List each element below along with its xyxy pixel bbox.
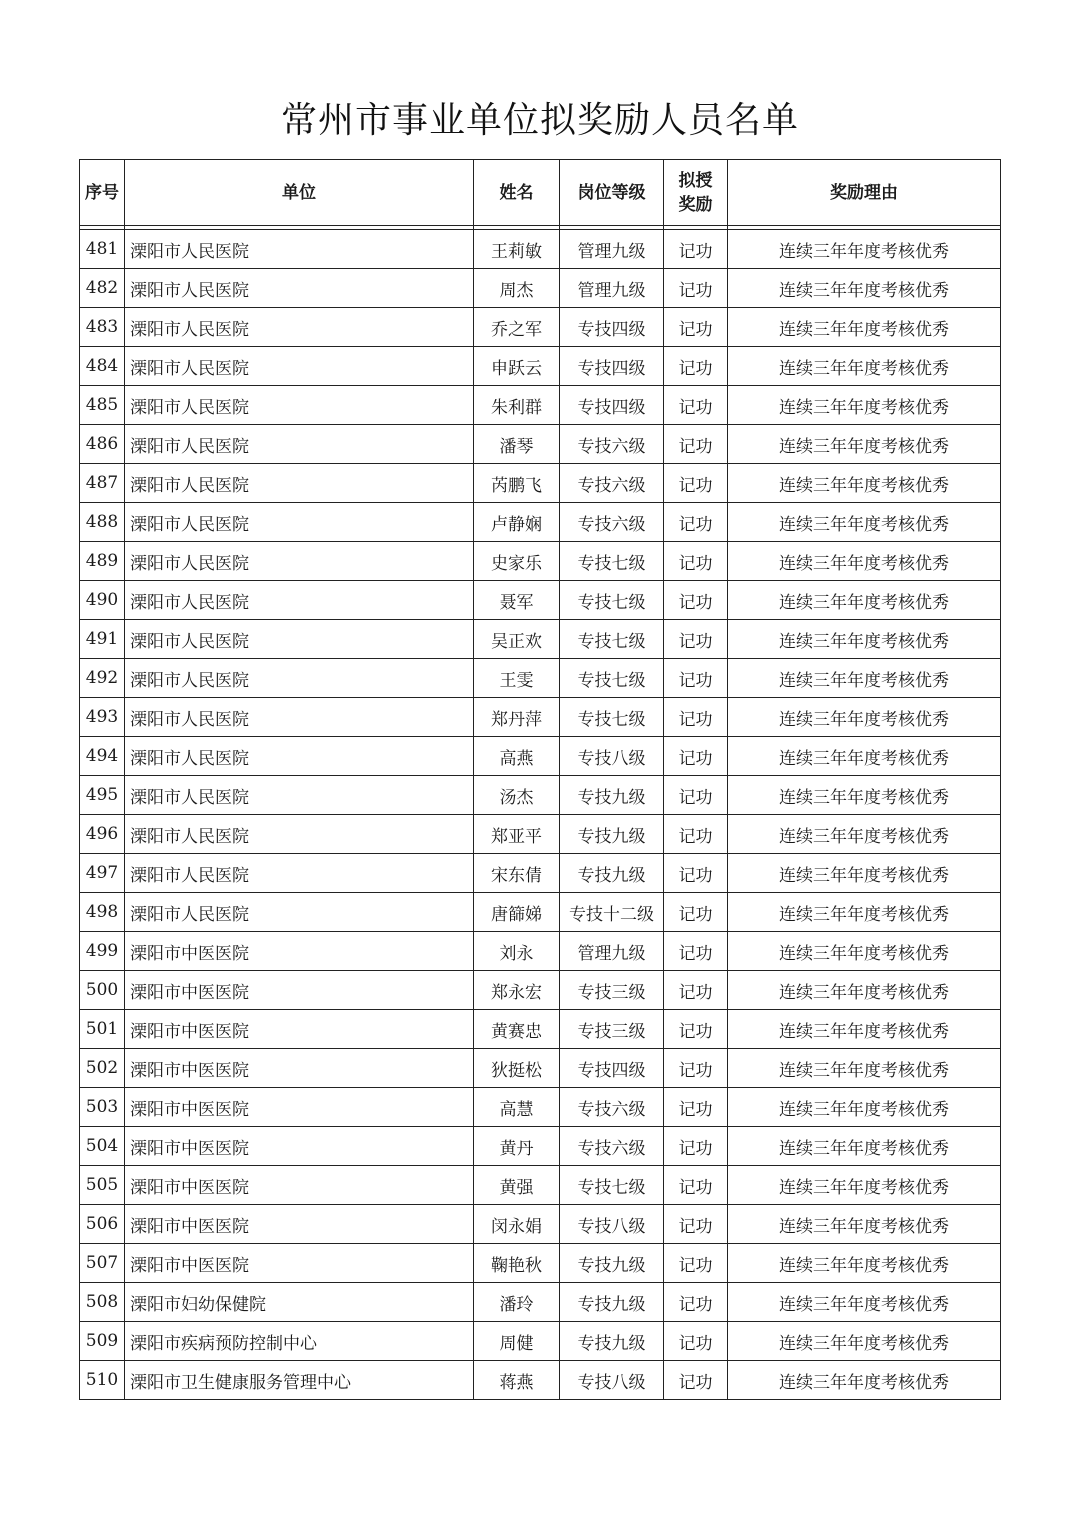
cell-grade: 专技七级 — [560, 698, 664, 737]
table-row — [80, 1283, 1001, 1322]
table-row — [80, 1205, 1001, 1244]
cell-unit: 溧阳市中医医院 — [125, 1127, 474, 1166]
cell-award: 记功 — [664, 386, 728, 425]
table-row — [80, 1166, 1001, 1205]
cell-award: 记功 — [664, 464, 728, 503]
cell-award: 记功 — [664, 737, 728, 776]
cell-grade: 专技六级 — [560, 1088, 664, 1127]
cell-unit: 溧阳市中医医院 — [125, 1049, 474, 1088]
cell-grade: 专技九级 — [560, 854, 664, 893]
cell-unit: 溧阳市人民医院 — [125, 308, 474, 347]
cell-reason: 连续三年年度考核优秀 — [728, 1010, 1001, 1049]
cell-name: 刘永 — [474, 932, 560, 971]
cell-seq: 507 — [80, 1244, 125, 1283]
cell-unit: 溧阳市中医医院 — [125, 1088, 474, 1127]
cell-award: 记功 — [664, 659, 728, 698]
cell-name: 潘玲 — [474, 1283, 560, 1322]
cell-unit: 溧阳市卫生健康服务管理中心 — [125, 1361, 474, 1400]
cell-name: 申跃云 — [474, 347, 560, 386]
cell-reason: 连续三年年度考核优秀 — [728, 1283, 1001, 1322]
cell-seq: 491 — [80, 620, 125, 659]
cell-grade: 专技三级 — [560, 971, 664, 1010]
cell-reason: 连续三年年度考核优秀 — [728, 464, 1001, 503]
cell-grade: 专技三级 — [560, 1010, 664, 1049]
cell-reason: 连续三年年度考核优秀 — [728, 1127, 1001, 1166]
cell-unit: 溧阳市人民医院 — [125, 776, 474, 815]
cell-grade: 专技九级 — [560, 1322, 664, 1361]
cell-seq: 490 — [80, 581, 125, 620]
header-seq: 序号 — [80, 160, 125, 226]
cell-reason: 连续三年年度考核优秀 — [728, 425, 1001, 464]
cell-unit: 溧阳市人民医院 — [125, 269, 474, 308]
cell-grade: 专技九级 — [560, 1283, 664, 1322]
cell-seq: 486 — [80, 425, 125, 464]
cell-seq: 492 — [80, 659, 125, 698]
table-row — [80, 230, 1001, 269]
cell-seq: 500 — [80, 971, 125, 1010]
cell-reason: 连续三年年度考核优秀 — [728, 1088, 1001, 1127]
cell-award: 记功 — [664, 893, 728, 932]
cell-name: 郑永宏 — [474, 971, 560, 1010]
cell-unit: 溧阳市人民医院 — [125, 893, 474, 932]
cell-award: 记功 — [664, 1088, 728, 1127]
cell-name: 芮鹏飞 — [474, 464, 560, 503]
cell-award: 记功 — [664, 1166, 728, 1205]
cell-name: 郑亚平 — [474, 815, 560, 854]
cell-reason: 连续三年年度考核优秀 — [728, 1049, 1001, 1088]
cell-award: 记功 — [664, 269, 728, 308]
cell-seq: 485 — [80, 386, 125, 425]
table-row — [80, 1361, 1001, 1400]
cell-name: 鞠艳秋 — [474, 1244, 560, 1283]
cell-seq: 508 — [80, 1283, 125, 1322]
table-row — [80, 425, 1001, 464]
cell-award: 记功 — [664, 1322, 728, 1361]
table-row — [80, 1010, 1001, 1049]
cell-award: 记功 — [664, 1283, 728, 1322]
cell-name: 宋东倩 — [474, 854, 560, 893]
cell-grade: 专技六级 — [560, 503, 664, 542]
cell-reason: 连续三年年度考核优秀 — [728, 659, 1001, 698]
cell-reason: 连续三年年度考核优秀 — [728, 347, 1001, 386]
cell-name: 黄强 — [474, 1166, 560, 1205]
cell-seq: 484 — [80, 347, 125, 386]
cell-name: 朱利群 — [474, 386, 560, 425]
cell-grade: 专技四级 — [560, 1049, 664, 1088]
cell-reason: 连续三年年度考核优秀 — [728, 308, 1001, 347]
header-unit: 单位 — [125, 160, 474, 226]
cell-award: 记功 — [664, 971, 728, 1010]
cell-reason: 连续三年年度考核优秀 — [728, 1322, 1001, 1361]
cell-award: 记功 — [664, 308, 728, 347]
table-row — [80, 347, 1001, 386]
cell-grade: 专技四级 — [560, 347, 664, 386]
table-row — [80, 1244, 1001, 1283]
cell-seq: 493 — [80, 698, 125, 737]
cell-unit: 溧阳市人民医院 — [125, 542, 474, 581]
cell-reason: 连续三年年度考核优秀 — [728, 581, 1001, 620]
table-row — [80, 659, 1001, 698]
cell-seq: 481 — [80, 230, 125, 269]
cell-seq: 506 — [80, 1205, 125, 1244]
cell-reason: 连续三年年度考核优秀 — [728, 230, 1001, 269]
table-row — [80, 581, 1001, 620]
cell-seq: 497 — [80, 854, 125, 893]
cell-name: 狄挺松 — [474, 1049, 560, 1088]
cell-seq: 487 — [80, 464, 125, 503]
cell-reason: 连续三年年度考核优秀 — [728, 1361, 1001, 1400]
header-award — [664, 160, 728, 226]
cell-reason: 连续三年年度考核优秀 — [728, 1205, 1001, 1244]
cell-reason: 连续三年年度考核优秀 — [728, 815, 1001, 854]
cell-award: 记功 — [664, 542, 728, 581]
cell-award: 记功 — [664, 1127, 728, 1166]
cell-grade: 管理九级 — [560, 269, 664, 308]
cell-seq: 488 — [80, 503, 125, 542]
cell-award: 记功 — [664, 815, 728, 854]
cell-grade: 专技七级 — [560, 581, 664, 620]
table-body — [80, 226, 1001, 1400]
cell-seq: 505 — [80, 1166, 125, 1205]
table-row — [80, 1088, 1001, 1127]
cell-award: 记功 — [664, 425, 728, 464]
table-row — [80, 1322, 1001, 1361]
award-roster-table — [79, 159, 1001, 1400]
table-row — [80, 698, 1001, 737]
cell-seq: 498 — [80, 893, 125, 932]
cell-name: 王莉敏 — [474, 230, 560, 269]
cell-reason: 连续三年年度考核优秀 — [728, 386, 1001, 425]
header-name: 姓名 — [474, 160, 560, 226]
cell-seq: 504 — [80, 1127, 125, 1166]
table-row — [80, 1127, 1001, 1166]
cell-award: 记功 — [664, 581, 728, 620]
table-header-row — [80, 160, 1001, 226]
header-reason: 奖励理由 — [728, 160, 1001, 226]
cell-grade: 专技四级 — [560, 308, 664, 347]
cell-grade: 专技十二级 — [560, 893, 664, 932]
cell-seq: 503 — [80, 1088, 125, 1127]
table-row — [80, 269, 1001, 308]
table-row — [80, 893, 1001, 932]
table-row — [80, 542, 1001, 581]
page-title: 常州市事业单位拟奖励人员名单 — [280, 100, 799, 141]
cell-name: 黄赛忠 — [474, 1010, 560, 1049]
cell-award: 记功 — [664, 230, 728, 269]
cell-name: 蒋燕 — [474, 1361, 560, 1400]
cell-reason: 连续三年年度考核优秀 — [728, 932, 1001, 971]
cell-seq: 510 — [80, 1361, 125, 1400]
cell-reason: 连续三年年度考核优秀 — [728, 776, 1001, 815]
cell-name: 黄丹 — [474, 1127, 560, 1166]
cell-unit: 溧阳市人民医院 — [125, 581, 474, 620]
cell-name: 郑丹萍 — [474, 698, 560, 737]
table-row — [80, 932, 1001, 971]
table-row — [80, 1049, 1001, 1088]
cell-seq: 483 — [80, 308, 125, 347]
cell-name: 汤杰 — [474, 776, 560, 815]
cell-award: 记功 — [664, 854, 728, 893]
cell-seq: 496 — [80, 815, 125, 854]
table-row — [80, 620, 1001, 659]
cell-grade: 专技六级 — [560, 425, 664, 464]
cell-reason: 连续三年年度考核优秀 — [728, 1166, 1001, 1205]
cell-grade: 专技七级 — [560, 542, 664, 581]
cell-unit: 溧阳市人民医院 — [125, 464, 474, 503]
cell-award: 记功 — [664, 776, 728, 815]
table-row — [80, 386, 1001, 425]
header-grade: 岗位等级 — [560, 160, 664, 226]
cell-unit: 溧阳市妇幼保健院 — [125, 1283, 474, 1322]
table-row — [80, 464, 1001, 503]
cell-grade: 专技九级 — [560, 815, 664, 854]
cell-reason: 连续三年年度考核优秀 — [728, 737, 1001, 776]
cell-seq: 482 — [80, 269, 125, 308]
cell-award: 记功 — [664, 1205, 728, 1244]
cell-unit: 溧阳市人民医院 — [125, 620, 474, 659]
cell-seq: 489 — [80, 542, 125, 581]
cell-unit: 溧阳市中医医院 — [125, 1166, 474, 1205]
cell-unit: 溧阳市中医医院 — [125, 1010, 474, 1049]
cell-seq: 509 — [80, 1322, 125, 1361]
cell-unit: 溧阳市人民医院 — [125, 230, 474, 269]
cell-unit: 溧阳市人民医院 — [125, 815, 474, 854]
cell-unit: 溧阳市中医医院 — [125, 932, 474, 971]
cell-name: 高慧 — [474, 1088, 560, 1127]
table-row — [80, 503, 1001, 542]
cell-reason: 连续三年年度考核优秀 — [728, 971, 1001, 1010]
cell-seq: 494 — [80, 737, 125, 776]
cell-reason: 连续三年年度考核优秀 — [728, 503, 1001, 542]
cell-name: 高燕 — [474, 737, 560, 776]
cell-reason: 连续三年年度考核优秀 — [728, 269, 1001, 308]
cell-reason: 连续三年年度考核优秀 — [728, 1244, 1001, 1283]
table-row — [80, 815, 1001, 854]
cell-grade: 专技八级 — [560, 737, 664, 776]
cell-seq: 499 — [80, 932, 125, 971]
cell-reason: 连续三年年度考核优秀 — [728, 620, 1001, 659]
cell-award: 记功 — [664, 1244, 728, 1283]
cell-award: 记功 — [664, 620, 728, 659]
cell-grade: 专技四级 — [560, 386, 664, 425]
table-row — [80, 854, 1001, 893]
cell-unit: 溧阳市人民医院 — [125, 386, 474, 425]
cell-award: 记功 — [664, 1361, 728, 1400]
cell-name: 闵永娟 — [474, 1205, 560, 1244]
cell-name: 王雯 — [474, 659, 560, 698]
cell-unit: 溧阳市疾病预防控制中心 — [125, 1322, 474, 1361]
cell-grade: 专技六级 — [560, 464, 664, 503]
cell-unit: 溧阳市人民医院 — [125, 737, 474, 776]
cell-grade: 专技九级 — [560, 1244, 664, 1283]
cell-name: 周杰 — [474, 269, 560, 308]
cell-name: 唐篩娣 — [474, 893, 560, 932]
cell-name: 卢静娴 — [474, 503, 560, 542]
table-row — [80, 308, 1001, 347]
cell-award: 记功 — [664, 932, 728, 971]
cell-grade: 专技七级 — [560, 620, 664, 659]
cell-award: 记功 — [664, 1049, 728, 1088]
cell-unit: 溧阳市人民医院 — [125, 854, 474, 893]
cell-unit: 溧阳市人民医院 — [125, 503, 474, 542]
cell-reason: 连续三年年度考核优秀 — [728, 698, 1001, 737]
cell-award: 记功 — [664, 698, 728, 737]
cell-grade: 专技七级 — [560, 659, 664, 698]
cell-grade: 专技六级 — [560, 1127, 664, 1166]
cell-unit: 溧阳市中医医院 — [125, 1244, 474, 1283]
table-row — [80, 737, 1001, 776]
cell-grade: 专技八级 — [560, 1361, 664, 1400]
cell-seq: 495 — [80, 776, 125, 815]
cell-unit: 溧阳市人民医院 — [125, 347, 474, 386]
cell-reason: 连续三年年度考核优秀 — [728, 893, 1001, 932]
cell-grade: 专技八级 — [560, 1205, 664, 1244]
cell-name: 周健 — [474, 1322, 560, 1361]
cell-name: 乔之军 — [474, 308, 560, 347]
cell-unit: 溧阳市中医医院 — [125, 971, 474, 1010]
cell-grade: 管理九级 — [560, 932, 664, 971]
cell-seq: 502 — [80, 1049, 125, 1088]
cell-award: 记功 — [664, 347, 728, 386]
cell-name: 史家乐 — [474, 542, 560, 581]
table-row — [80, 971, 1001, 1010]
cell-grade: 专技七级 — [560, 1166, 664, 1205]
header-award-line1: 拟授 — [678, 170, 713, 191]
cell-unit: 溧阳市人民医院 — [125, 425, 474, 464]
cell-reason: 连续三年年度考核优秀 — [728, 854, 1001, 893]
cell-unit: 溧阳市人民医院 — [125, 698, 474, 737]
header-award-line2: 奖励 — [678, 194, 713, 215]
cell-name: 聂军 — [474, 581, 560, 620]
cell-reason: 连续三年年度考核优秀 — [728, 542, 1001, 581]
table-row — [80, 776, 1001, 815]
cell-name: 潘琴 — [474, 425, 560, 464]
cell-unit: 溧阳市人民医院 — [125, 659, 474, 698]
cell-name: 吴正欢 — [474, 620, 560, 659]
cell-seq: 501 — [80, 1010, 125, 1049]
cell-grade: 专技九级 — [560, 776, 664, 815]
cell-award: 记功 — [664, 503, 728, 542]
cell-award: 记功 — [664, 1010, 728, 1049]
cell-grade: 管理九级 — [560, 230, 664, 269]
cell-unit: 溧阳市中医医院 — [125, 1205, 474, 1244]
